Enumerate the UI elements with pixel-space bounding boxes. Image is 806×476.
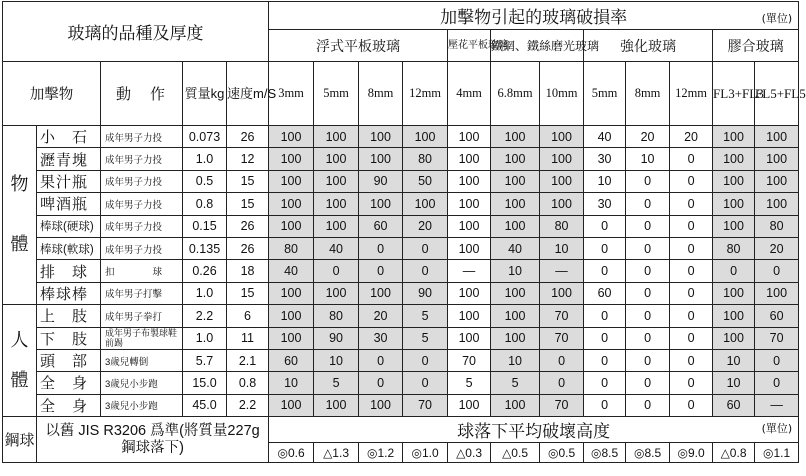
impact-object-name: 小 石 (37, 126, 101, 148)
drop-height-cell: ◎8.5 (626, 443, 670, 463)
breakage-rate-cell: 100 (755, 282, 799, 304)
drop-height-cell: ◎1.2 (359, 443, 403, 463)
breakage-rate-cell: 80 (755, 215, 799, 237)
breakage-rate-cell: 0 (584, 327, 626, 349)
action-cell: 3歲兒小步跑 (101, 372, 183, 394)
breakage-rate-cell: 60 (359, 215, 403, 237)
breakage-rate-cell: 100 (448, 215, 491, 237)
mass-cell: 0.15 (183, 215, 227, 237)
breakage-rate-cell: 0 (626, 215, 670, 237)
speed-cell: 15 (227, 282, 269, 304)
breakage-rate-cell: 100 (359, 282, 403, 304)
breakage-rate-cell: 100 (269, 282, 314, 304)
speed-cell: 26 (227, 215, 269, 237)
action-cell: 成年男子力投 (101, 148, 183, 170)
breakage-rate-cell: 5 (491, 372, 540, 394)
speed-cell: 26 (227, 126, 269, 148)
breakage-rate-cell: 70 (448, 349, 491, 371)
column-header: 12mm (403, 62, 448, 126)
breakage-rate-cell: 90 (359, 170, 403, 192)
speed-cell: 2.1 (227, 349, 269, 371)
breakage-rate-cell: 100 (269, 126, 314, 148)
breakage-rate-cell: 0 (626, 193, 670, 215)
action-cell: 3歲兒小步跑 (101, 394, 183, 416)
breakage-rate-cell: 0 (403, 237, 448, 259)
table-row (3, 394, 799, 416)
breakage-rate-cell: 30 (359, 327, 403, 349)
breakage-rate-cell: 80 (540, 215, 584, 237)
breakage-rate-cell: 0 (626, 372, 670, 394)
breakage-rate-cell: 50 (403, 170, 448, 192)
breakage-rate-cell: 100 (269, 327, 314, 349)
breakage-rate-cell: 0 (755, 372, 799, 394)
mass-cell: 1.0 (183, 148, 227, 170)
breakage-rate-cell: 100 (359, 126, 403, 148)
mass-cell: 45.0 (183, 394, 227, 416)
breakage-rate-cell: 0 (626, 349, 670, 371)
breakage-rate-cell: 100 (314, 193, 359, 215)
action-cell: 成年男子力投 (101, 193, 183, 215)
breakage-rate-cell: 100 (755, 170, 799, 192)
breakage-rate-cell: 100 (713, 327, 755, 349)
speed-cell: 2.2 (227, 394, 269, 416)
breakage-rate-cell: 0 (670, 193, 713, 215)
impact-object-name: 頭 部 (37, 349, 101, 371)
speed-cell: 15 (227, 193, 269, 215)
breakage-rate-cell: 0 (670, 237, 713, 259)
breakage-rate-cell: 100 (755, 126, 799, 148)
drop-height-cell: ◎0.6 (269, 443, 314, 463)
breakage-rate-cell: 0 (626, 260, 670, 282)
table-row (3, 305, 799, 327)
breakage-rate-cell: 100 (314, 148, 359, 170)
breakage-rate-cell: 10 (713, 349, 755, 371)
breakage-rate-cell: 0 (584, 237, 626, 259)
mass-cell: 0.26 (183, 260, 227, 282)
drop-height-cell: △0.3 (448, 443, 491, 463)
unit-label: (單位) (761, 12, 793, 25)
breakage-rate-cell: 0 (670, 327, 713, 349)
breakage-rate-cell: 0 (359, 349, 403, 371)
breakage-rate-cell: 40 (584, 126, 626, 148)
breakage-rate-cell: 100 (448, 126, 491, 148)
speed-cell: 26 (227, 237, 269, 259)
category-steel-ball: 鋼球 (3, 417, 37, 463)
table-row (3, 260, 799, 282)
breakage-rate-cell: 100 (491, 170, 540, 192)
breakage-rate-cell: 100 (491, 215, 540, 237)
category-person: 人 體 (3, 305, 37, 417)
breakage-rate-cell: 80 (713, 237, 755, 259)
action-cell: 成年男子打擊 (101, 282, 183, 304)
impact-object-name: 下 肢 (37, 327, 101, 349)
breakage-rate-cell: 0 (626, 170, 670, 192)
breakage-rate-cell: 100 (269, 215, 314, 237)
breakage-rate-cell: 100 (713, 215, 755, 237)
breakage-rate-cell: 5 (448, 372, 491, 394)
breakage-rate-cell: 0 (713, 260, 755, 282)
speed-cell: 12 (227, 148, 269, 170)
breakage-rate-cell: 100 (314, 215, 359, 237)
mass-cell: 15.0 (183, 372, 227, 394)
breakage-rate-cell: 40 (314, 237, 359, 259)
breakage-rate-cell: 100 (713, 148, 755, 170)
breakage-rate-cell: 100 (314, 170, 359, 192)
breakage-rate-cell: 10 (713, 372, 755, 394)
breakage-rate-cell: — (448, 260, 491, 282)
breakage-rate-cell: 0 (670, 305, 713, 327)
breakage-rate-cell: 100 (713, 170, 755, 192)
breakage-rate-cell: 100 (314, 282, 359, 304)
breakage-rate-cell: 0 (670, 170, 713, 192)
breakage-rate-cell: 0 (403, 349, 448, 371)
drop-height-cell: ◎0.5 (540, 443, 584, 463)
breakage-rate-cell: 100 (540, 193, 584, 215)
mass-cell: 0.135 (183, 237, 227, 259)
breakage-rate-cell: 10 (491, 260, 540, 282)
table-row (3, 327, 799, 349)
group-tempered-glass: 強化玻璃 (584, 30, 713, 62)
breakage-rate-cell: 10 (491, 349, 540, 371)
breakage-rate-cell: 0 (359, 372, 403, 394)
mass-cell: 0.073 (183, 126, 227, 148)
breakage-rate-cell: 100 (269, 148, 314, 170)
column-header: FL5+FL5 (755, 62, 799, 126)
speed-cell: 6 (227, 305, 269, 327)
breakage-rate-cell: 90 (403, 282, 448, 304)
breakage-rate-cell: 100 (713, 193, 755, 215)
breakage-rate-cell: 0 (670, 349, 713, 371)
main-title (269, 2, 799, 30)
breakage-rate-cell: 10 (540, 237, 584, 259)
breakage-rate-cell: 0 (359, 237, 403, 259)
group-wired-glass: 鐵網、鐵絲磨光玻璃 (491, 30, 584, 62)
impact-object-header: 加擊物 (3, 62, 101, 126)
breakage-rate-cell: 5 (403, 327, 448, 349)
breakage-rate-cell: 0 (626, 305, 670, 327)
breakage-rate-cell: 100 (713, 126, 755, 148)
breakage-rate-cell: 80 (314, 305, 359, 327)
action-cell: 扣 球 (101, 260, 183, 282)
breakage-rate-cell: 100 (359, 193, 403, 215)
table-row (3, 170, 799, 192)
breakage-rate-cell: 100 (403, 193, 448, 215)
drop-height-cell: △1.3 (314, 443, 359, 463)
breakage-rate-cell: 0 (314, 260, 359, 282)
drop-height-cell: △0.5 (491, 443, 540, 463)
breakage-rate-cell: 100 (448, 305, 491, 327)
breakage-rate-cell: 100 (269, 193, 314, 215)
breakage-rate-cell: 0 (626, 237, 670, 259)
breakage-rate-cell: 10 (584, 170, 626, 192)
breakage-rate-cell: 20 (755, 237, 799, 259)
footer-title-text: 球落下平均破壞高度 (457, 422, 611, 443)
table-row (3, 193, 799, 215)
breakage-rate-cell: 0 (670, 394, 713, 416)
breakage-rate-cell: 100 (314, 126, 359, 148)
breakage-rate-cell: 0 (670, 148, 713, 170)
action-cell: 成年男子布製球鞋前踢 (101, 327, 183, 349)
action-cell: 成年男子力投 (101, 170, 183, 192)
drop-height-cell: ◎1.0 (403, 443, 448, 463)
breakage-rate-cell: 100 (491, 327, 540, 349)
impact-object-name: 棒球棒 (37, 282, 101, 304)
breakage-rate-cell: 100 (448, 394, 491, 416)
column-header: 10mm (540, 62, 584, 126)
impact-object-name: 棒球(軟球) (37, 237, 101, 259)
breakage-rate-cell: 100 (491, 148, 540, 170)
breakage-rate-cell: 80 (269, 237, 314, 259)
corner-title: 玻璃的品種及厚度 (3, 2, 269, 62)
group-float-glass: 浮式平板玻璃 (269, 30, 448, 62)
mass-cell: 2.2 (183, 305, 227, 327)
breakage-rate-cell: 100 (269, 394, 314, 416)
breakage-rate-cell: 0 (403, 260, 448, 282)
speed-cell: 18 (227, 260, 269, 282)
impact-object-name: 瀝青塊 (37, 148, 101, 170)
mass-cell: 5.7 (183, 349, 227, 371)
mass-cell: 0.5 (183, 170, 227, 192)
mass-cell: 1.0 (183, 282, 227, 304)
group-patterned-glass: 壓花平板玻璃 (448, 30, 491, 62)
impact-object-name: 棒球(硬球) (37, 215, 101, 237)
breakage-rate-cell: 0 (670, 372, 713, 394)
breakage-rate-cell: 0 (540, 372, 584, 394)
breakage-rate-cell: 10 (314, 349, 359, 371)
breakage-rate-cell: 60 (269, 349, 314, 371)
breakage-rate-cell: 0 (670, 260, 713, 282)
breakage-rate-cell: 100 (540, 170, 584, 192)
breakage-rate-cell: 20 (403, 215, 448, 237)
speed-cell: 0.8 (227, 372, 269, 394)
impact-object-name: 上 肢 (37, 305, 101, 327)
breakage-rate-cell: 0 (540, 349, 584, 371)
breakage-rate-cell: 100 (491, 126, 540, 148)
action-cell: 成年男子力投 (101, 237, 183, 259)
breakage-rate-cell: 0 (670, 215, 713, 237)
breakage-rate-cell: 0 (359, 260, 403, 282)
column-header: FL3+FL3 (713, 62, 755, 126)
column-header: 8mm (359, 62, 403, 126)
impact-object-name: 排 球 (37, 260, 101, 282)
breakage-rate-cell: 100 (448, 148, 491, 170)
footer-title (269, 417, 799, 443)
breakage-rate-cell: 0 (584, 260, 626, 282)
breakage-rate-cell: 0 (403, 372, 448, 394)
breakage-rate-cell: 0 (584, 394, 626, 416)
breakage-rate-cell: 10 (269, 372, 314, 394)
breakage-rate-cell: 100 (359, 394, 403, 416)
breakage-rate-cell: 60 (755, 305, 799, 327)
impact-object-name: 果汁瓶 (37, 170, 101, 192)
breakage-rate-cell: 20 (670, 126, 713, 148)
impact-object-name: 全 身 (37, 372, 101, 394)
breakage-rate-cell: 100 (448, 237, 491, 259)
breakage-rate-cell: 100 (540, 126, 584, 148)
footer-unit-label: (單位) (761, 422, 793, 436)
mass-header: 質量kg (183, 62, 227, 126)
breakage-rate-cell: 100 (448, 327, 491, 349)
action-cell: 成年男子力投 (101, 126, 183, 148)
table-row (3, 126, 799, 148)
breakage-rate-cell: 100 (755, 193, 799, 215)
impact-object-name: 全 身 (37, 394, 101, 416)
column-header: 8mm (626, 62, 670, 126)
action-cell: 3歲兒轉倒 (101, 349, 183, 371)
breakage-rate-cell: — (540, 260, 584, 282)
drop-height-cell: △0.8 (713, 443, 755, 463)
breakage-rate-cell: 80 (403, 148, 448, 170)
breakage-rate-cell: 60 (713, 394, 755, 416)
breakage-rate-cell: 100 (448, 170, 491, 192)
drop-height-cell: ◎1.1 (755, 443, 799, 463)
category-object: 物 體 (3, 126, 37, 305)
breakage-rate-cell: 100 (448, 282, 491, 304)
breakage-rate-cell: 100 (540, 282, 584, 304)
breakage-rate-cell: 0 (584, 372, 626, 394)
breakage-rate-cell: 0 (670, 282, 713, 304)
mass-cell: 0.8 (183, 193, 227, 215)
column-header: 3mm (269, 62, 314, 126)
breakage-rate-cell: 40 (491, 237, 540, 259)
breakage-rate-cell: 0 (584, 305, 626, 327)
breakage-rate-cell: 0 (584, 349, 626, 371)
breakage-rate-cell: — (755, 394, 799, 416)
breakage-rate-cell: 100 (713, 305, 755, 327)
breakage-rate-cell: 70 (403, 394, 448, 416)
table-row (3, 282, 799, 304)
breakage-rate-cell: 0 (755, 349, 799, 371)
breakage-rate-cell: 100 (269, 305, 314, 327)
column-header: 12mm (670, 62, 713, 126)
breakage-rate-cell: 70 (540, 394, 584, 416)
drop-height-cell: ◎9.0 (670, 443, 713, 463)
column-header: 5mm (314, 62, 359, 126)
breakage-rate-cell: 100 (491, 193, 540, 215)
breakage-rate-cell: 100 (755, 148, 799, 170)
breakage-rate-cell: 0 (626, 394, 670, 416)
breakage-rate-cell: 70 (540, 305, 584, 327)
breakage-rate-cell: 90 (314, 327, 359, 349)
breakage-rate-cell: 0 (755, 260, 799, 282)
footer-note: 以舊 JIS R3206 爲準(將質量227g 鋼球落下) (37, 417, 269, 463)
breakage-rate-cell: 40 (269, 260, 314, 282)
drop-height-cell: ◎8.5 (584, 443, 626, 463)
breakage-rate-cell: 100 (491, 282, 540, 304)
breakage-rate-cell: 10 (626, 148, 670, 170)
action-header: 動 作 (101, 62, 183, 126)
breakage-rate-cell: 100 (540, 148, 584, 170)
breakage-rate-cell: 100 (448, 193, 491, 215)
column-header: 4mm (448, 62, 491, 126)
action-cell: 成年男子力投 (101, 215, 183, 237)
breakage-rate-cell: 60 (584, 282, 626, 304)
glass-breakage-table (2, 1, 806, 463)
table-row (3, 215, 799, 237)
table-row (3, 349, 799, 371)
column-header: 6.8mm (491, 62, 540, 126)
speed-cell: 11 (227, 327, 269, 349)
breakage-rate-cell: 0 (584, 215, 626, 237)
breakage-rate-cell: 100 (403, 126, 448, 148)
breakage-rate-cell: 70 (755, 327, 799, 349)
mass-cell: 1.0 (183, 327, 227, 349)
speed-header: 速度m/S (227, 62, 269, 126)
main-title-text: 加擊物引起的玻璃破損率 (440, 8, 628, 28)
breakage-rate-cell: 100 (359, 148, 403, 170)
breakage-rate-cell: 0 (626, 282, 670, 304)
breakage-rate-cell: 20 (626, 126, 670, 148)
breakage-rate-cell: 30 (584, 193, 626, 215)
breakage-rate-cell: 70 (540, 327, 584, 349)
column-header: 5mm (584, 62, 626, 126)
breakage-rate-cell: 100 (491, 394, 540, 416)
table-row (3, 148, 799, 170)
breakage-rate-cell: 100 (491, 305, 540, 327)
table-row (3, 237, 799, 259)
breakage-rate-cell: 5 (314, 372, 359, 394)
breakage-rate-cell: 100 (269, 170, 314, 192)
breakage-rate-cell: 5 (403, 305, 448, 327)
speed-cell: 15 (227, 170, 269, 192)
action-cell: 成年男子拳打 (101, 305, 183, 327)
breakage-rate-cell: 100 (713, 282, 755, 304)
breakage-rate-cell: 0 (626, 327, 670, 349)
breakage-rate-cell: 30 (584, 148, 626, 170)
breakage-rate-cell: 100 (314, 394, 359, 416)
table-row (3, 372, 799, 394)
breakage-rate-cell: 20 (359, 305, 403, 327)
group-laminated-glass: 膠合玻璃 (713, 30, 799, 62)
impact-object-name: 啤酒瓶 (37, 193, 101, 215)
